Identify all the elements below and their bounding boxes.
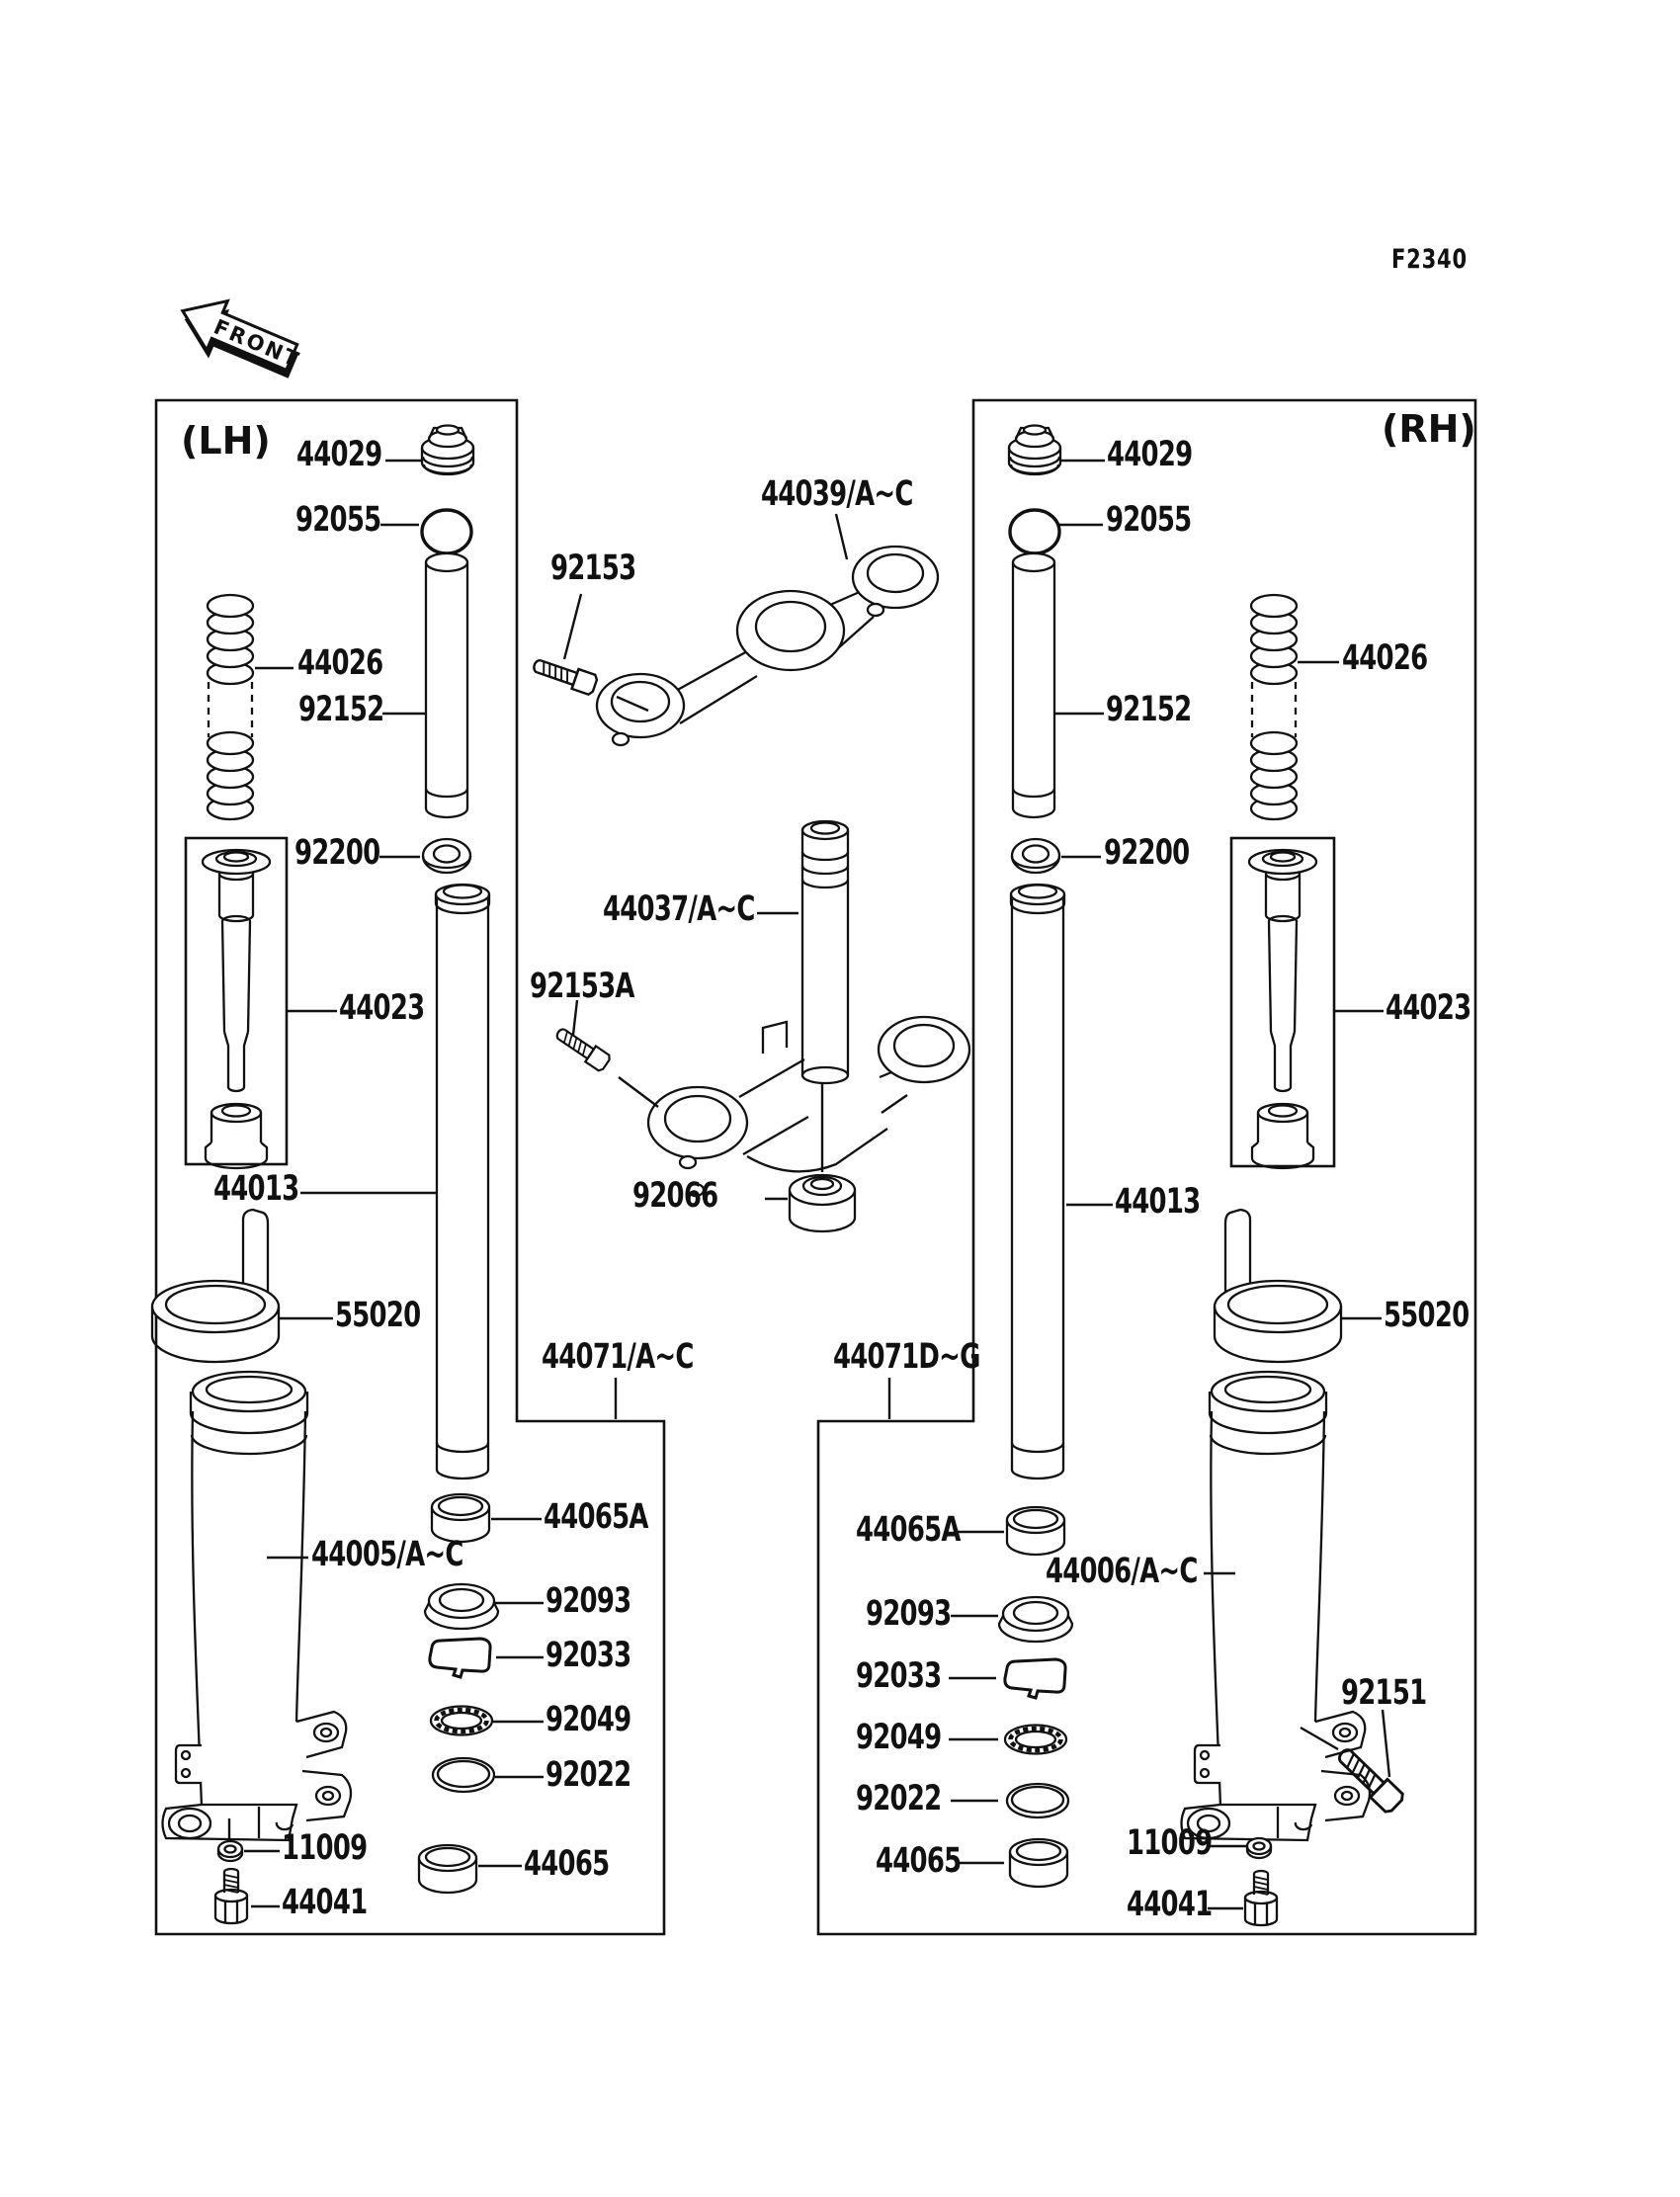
- part-label-left-cylinder-unit: 44023: [339, 988, 425, 1028]
- part-label-right-plug: 44029: [1107, 435, 1193, 474]
- left-oil-seal-drawing: [431, 1707, 492, 1735]
- part-label-right-guard: 55020: [1384, 1296, 1470, 1335]
- part-label-right-plain-washer: 92022: [856, 1779, 942, 1818]
- part-label-left-plug: 44029: [296, 435, 382, 474]
- right-retaining-ring-drawing: [1005, 1659, 1065, 1698]
- part-label-left-push-rod-tube: 92152: [298, 690, 384, 729]
- front-arrow-text: FRONT: [210, 314, 304, 373]
- part-label-right-clamp-bolt: 92151: [1341, 1673, 1427, 1713]
- part-label-stem-cap: 92066: [632, 1176, 718, 1216]
- lower-fork-bracket-drawing: [648, 821, 969, 1196]
- part-label-left-retaining-ring: 92033: [546, 1636, 631, 1675]
- part-label-left-washer: 92200: [294, 833, 380, 873]
- upper-bracket-bolt-drawing: [531, 655, 598, 696]
- part-label-right-retaining-ring: 92033: [856, 1656, 942, 1696]
- right-oring-drawing: [1010, 510, 1059, 553]
- right-spring-drawing: [1251, 595, 1297, 819]
- part-label-right-cylinder-unit: 44023: [1386, 988, 1471, 1028]
- part-label-right-assembly: 44071D~G: [833, 1337, 980, 1377]
- left-guard-drawing: [152, 1210, 279, 1362]
- part-label-lower-bracket-bolt: 92153A: [530, 967, 634, 1006]
- right-seal-seat-drawing: [999, 1597, 1072, 1642]
- left-inner-tube-drawing: [436, 885, 489, 1479]
- right-plain-washer-drawing: [1007, 1784, 1068, 1817]
- left-push-rod-tube-drawing: [426, 553, 467, 817]
- right-push-rod-tube-drawing: [1013, 553, 1054, 817]
- left-bolt-drawing: [215, 1869, 247, 1923]
- figure-code: F2340: [1391, 244, 1468, 275]
- part-label-left-assembly: 44071/A~C: [542, 1337, 694, 1377]
- part-label-right-gasket: 11009: [1127, 1823, 1213, 1863]
- part-label-left-ring-top: 44065A: [544, 1497, 648, 1537]
- part-label-right-bolt: 44041: [1127, 1885, 1213, 1924]
- part-label-left-plain-washer: 92022: [546, 1755, 631, 1795]
- left-seal-seat-drawing: [425, 1584, 498, 1629]
- part-label-right-push-rod-tube: 92152: [1106, 690, 1192, 729]
- part-label-right-spring: 44026: [1342, 638, 1428, 678]
- left-side-marker: (LH): [181, 419, 271, 463]
- part-label-right-oil-seal: 92049: [856, 1718, 942, 1757]
- part-label-left-inner-tube: 44013: [213, 1169, 299, 1209]
- part-label-right-oring: 92055: [1106, 500, 1192, 540]
- left-plug-drawing: [422, 426, 473, 475]
- part-label-right-ring-top: 44065A: [856, 1510, 961, 1550]
- right-outer-tube-drawing: [1182, 1372, 1371, 1840]
- right-washer-drawing: [1012, 839, 1059, 873]
- left-ring-bottom-drawing: [419, 1845, 476, 1893]
- part-label-upper-bracket: 44039/A~C: [761, 474, 913, 514]
- part-label-left-oring: 92055: [295, 500, 381, 540]
- right-side-marker: (RH): [1382, 407, 1476, 451]
- right-cylinder-unit-drawing: [1249, 850, 1316, 1168]
- left-cylinder-unit-drawing: [203, 850, 270, 1168]
- front-direction-arrow: [169, 287, 309, 391]
- part-label-left-guard: 55020: [335, 1296, 421, 1335]
- part-label-right-inner-tube: 44013: [1115, 1182, 1201, 1222]
- left-washer-drawing: [423, 839, 470, 873]
- part-label-lower-bracket: 44037/A~C: [603, 889, 755, 929]
- right-guard-drawing: [1215, 1210, 1341, 1362]
- part-label-left-bolt: 44041: [282, 1883, 368, 1922]
- left-outer-tube-drawing: [163, 1372, 352, 1840]
- part-label-left-oil-seal: 92049: [546, 1700, 631, 1739]
- left-oring-drawing: [422, 510, 471, 553]
- part-label-left-spring: 44026: [297, 643, 383, 683]
- part-label-right-outer-tube: 44006/A~C: [1046, 1552, 1198, 1591]
- left-gasket-drawing: [218, 1841, 242, 1861]
- left-retaining-ring-drawing: [430, 1639, 490, 1677]
- right-bolt-drawing: [1245, 1871, 1277, 1925]
- part-label-left-seal-seat: 92093: [546, 1581, 631, 1621]
- part-label-left-outer-tube: 44005/A~C: [311, 1535, 463, 1574]
- part-label-right-seal-seat: 92093: [866, 1594, 952, 1634]
- left-plain-washer-drawing: [433, 1758, 494, 1792]
- part-label-right-washer: 92200: [1104, 833, 1190, 873]
- right-ring-top-drawing: [1007, 1507, 1064, 1555]
- part-label-left-ring-bottom: 44065: [524, 1844, 610, 1884]
- right-ring-bottom-drawing: [1010, 1839, 1067, 1887]
- stem-cap-drawing: [790, 1175, 855, 1231]
- left-spring-drawing: [208, 595, 253, 819]
- part-label-upper-bracket-bolt: 92153: [550, 549, 636, 588]
- right-inner-tube-drawing: [1011, 885, 1064, 1479]
- right-gasket-drawing: [1247, 1838, 1271, 1858]
- right-oil-seal-drawing: [1005, 1726, 1066, 1754]
- lower-bracket-bolt-drawing: [553, 1024, 612, 1071]
- part-label-left-gasket: 11009: [282, 1828, 368, 1868]
- right-plug-drawing: [1009, 426, 1060, 475]
- part-label-right-ring-bottom: 44065: [876, 1841, 962, 1881]
- upper-fork-bracket-drawing: [597, 547, 938, 745]
